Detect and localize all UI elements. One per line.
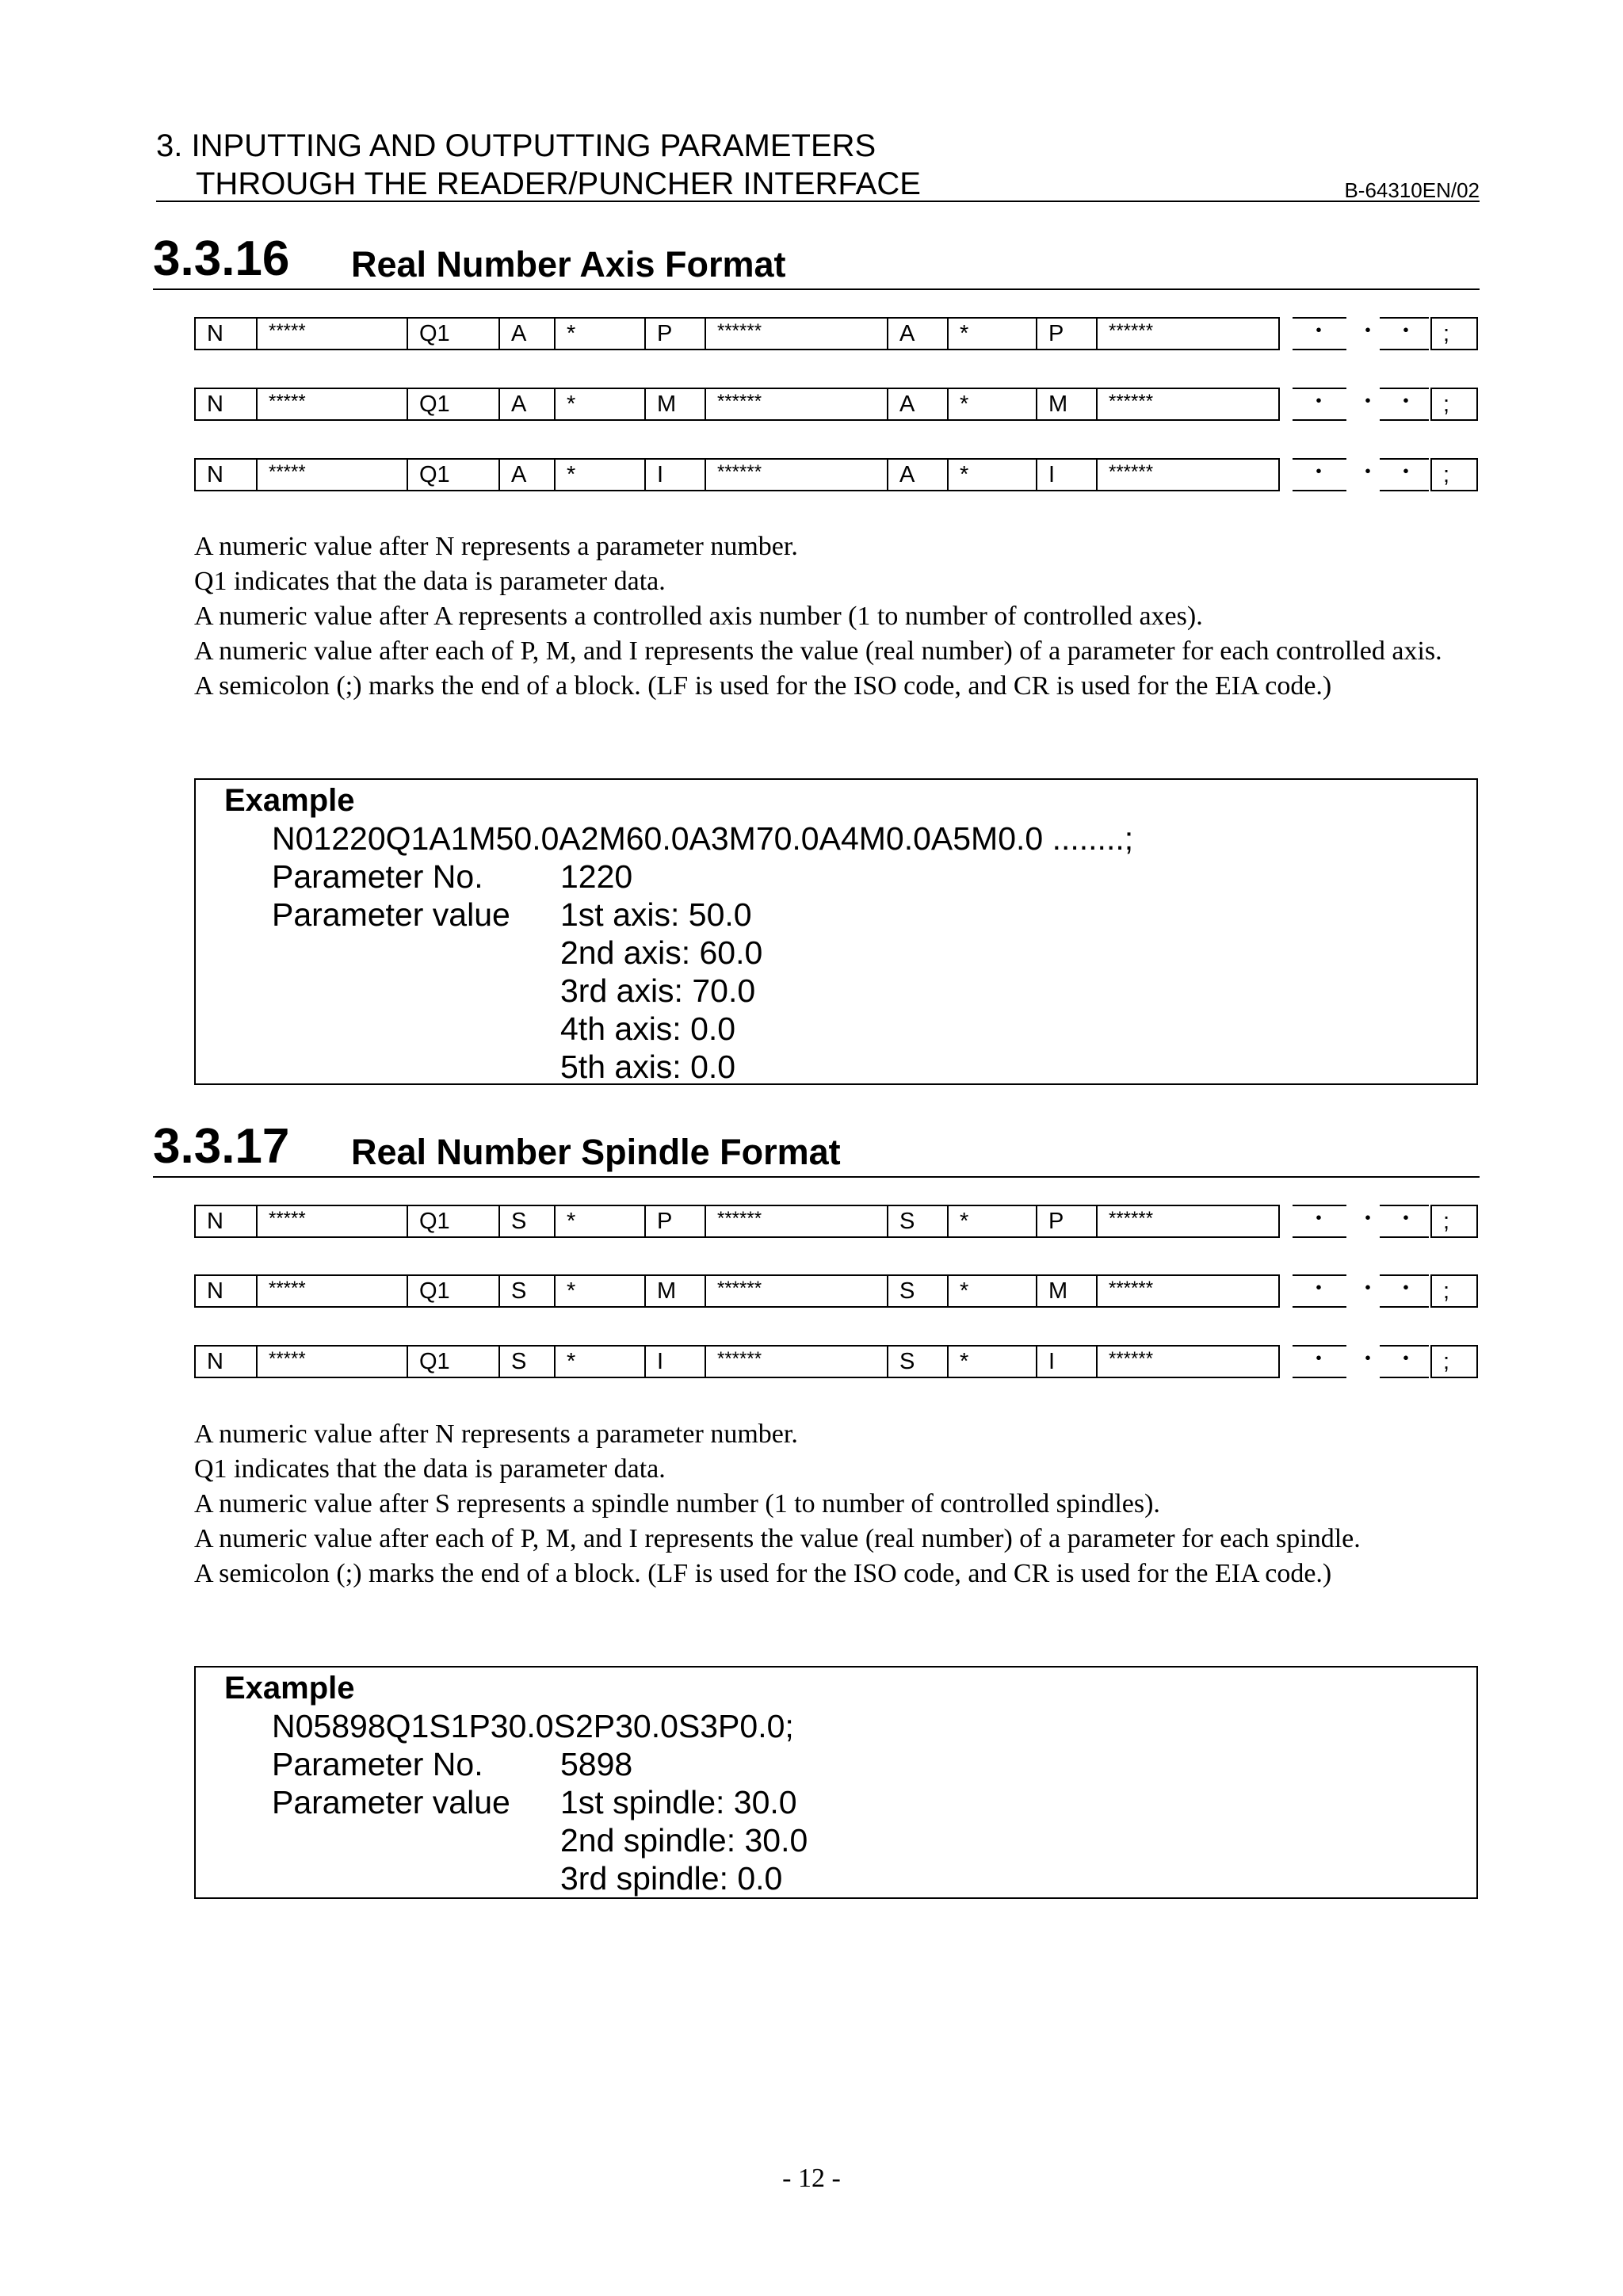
format-cell: Q1 bbox=[407, 458, 498, 491]
param-no-value: 1220 bbox=[560, 858, 633, 895]
format-dot: ・ bbox=[1356, 460, 1380, 486]
format-cell: I bbox=[644, 458, 705, 491]
format-cell: A bbox=[498, 317, 554, 350]
running-header bbox=[156, 127, 1480, 203]
format-cell: A bbox=[887, 317, 947, 350]
format-cell: ; bbox=[1430, 458, 1478, 491]
format-cell: A bbox=[498, 388, 554, 421]
format-cell: ; bbox=[1430, 317, 1478, 350]
format-cell: A bbox=[498, 458, 554, 491]
param-value: 1st axis: 50.0 bbox=[560, 896, 752, 933]
format-cell: Q1 bbox=[407, 317, 498, 350]
format-cell: N bbox=[194, 1205, 256, 1238]
format-cell: ****** bbox=[1096, 388, 1280, 421]
format-dot: ・ bbox=[1394, 389, 1418, 415]
format-cell: S bbox=[498, 1274, 554, 1308]
format-cell: * bbox=[947, 1205, 1036, 1238]
section-number: 3.3.16 bbox=[153, 231, 290, 286]
format-cell: N bbox=[194, 1274, 256, 1308]
example-title: Example bbox=[224, 783, 355, 818]
example-code: N01220Q1A1M50.0A2M60.0A3M70.0A4M0.0A5M0.0 ........; bbox=[272, 820, 1134, 857]
description-line: A numeric value after each of P, M, and I represents the value (real number) of a parameter for each spindle. bbox=[194, 1524, 1361, 1553]
format-cell: * bbox=[947, 317, 1036, 350]
format-cell: S bbox=[887, 1274, 947, 1308]
param-value: 3rd spindle: 0.0 bbox=[560, 1860, 783, 1897]
format-cell: N bbox=[194, 388, 256, 421]
format-cell: ****** bbox=[705, 1345, 887, 1378]
format-cell: P bbox=[1036, 1205, 1096, 1238]
format-dot: ・ bbox=[1394, 1347, 1418, 1373]
format-dot: ・ bbox=[1307, 319, 1331, 345]
document-id: B-64310EN/02 bbox=[1344, 178, 1480, 202]
format-cell: ****** bbox=[705, 458, 887, 491]
format-cell: * bbox=[554, 388, 644, 421]
format-cell: N bbox=[194, 458, 256, 491]
param-value-label: Parameter value bbox=[272, 1784, 510, 1820]
description-line: Q1 indicates that the data is parameter data. bbox=[194, 567, 666, 596]
format-row bbox=[194, 317, 1478, 350]
format-cell: * bbox=[554, 1274, 644, 1308]
page-number: - 12 - bbox=[782, 2164, 841, 2193]
param-value: 2nd spindle: 30.0 bbox=[560, 1822, 808, 1859]
format-cell: Q1 bbox=[407, 1274, 498, 1308]
format-cell: * bbox=[554, 1205, 644, 1238]
description-line: Q1 indicates that the data is parameter data. bbox=[194, 1454, 666, 1484]
description-line: A semicolon (;) marks the end of a block. (LF is used for the ISO code, and CR is used for the EIA code.) bbox=[194, 671, 1332, 701]
param-value: 1st spindle: 30.0 bbox=[560, 1784, 797, 1820]
format-cell: A bbox=[887, 388, 947, 421]
format-cell: I bbox=[1036, 458, 1096, 491]
format-cell: ***** bbox=[256, 1205, 407, 1238]
description-line: A numeric value after each of P, M, and I represents the value (real number) of a parameter for each controlled axis. bbox=[194, 636, 1442, 666]
format-dot: ・ bbox=[1394, 1206, 1418, 1232]
format-dot: ・ bbox=[1307, 460, 1331, 486]
format-cell: * bbox=[947, 1345, 1036, 1378]
format-cell: N bbox=[194, 317, 256, 350]
format-cell: M bbox=[644, 1274, 705, 1308]
format-cell: I bbox=[1036, 1345, 1096, 1378]
format-dot: ・ bbox=[1394, 319, 1418, 345]
format-cell: Q1 bbox=[407, 1345, 498, 1378]
format-dot: ・ bbox=[1394, 460, 1418, 486]
example-code: N05898Q1S1P30.0S2P30.0S3P0.0; bbox=[272, 1708, 794, 1744]
header-line-2: THROUGH THE READER/PUNCHER INTERFACE bbox=[196, 166, 921, 201]
format-cell: M bbox=[1036, 388, 1096, 421]
description-line: A numeric value after A represents a controlled axis number (1 to number of controlled axes). bbox=[194, 602, 1203, 631]
param-no-label: Parameter No. bbox=[272, 858, 483, 895]
format-cell: ****** bbox=[1096, 1345, 1280, 1378]
format-cell: S bbox=[498, 1205, 554, 1238]
format-cell: P bbox=[1036, 317, 1096, 350]
description-line: A numeric value after S represents a spindle number (1 to number of controlled spindles). bbox=[194, 1489, 1160, 1519]
format-cell: ****** bbox=[1096, 458, 1280, 491]
format-cell: M bbox=[1036, 1274, 1096, 1308]
format-cell: ***** bbox=[256, 388, 407, 421]
format-cell: * bbox=[554, 1345, 644, 1378]
header-rule bbox=[156, 201, 1480, 202]
section-rule bbox=[153, 1176, 1480, 1178]
param-no-value: 5898 bbox=[560, 1746, 633, 1782]
format-cell: ; bbox=[1430, 388, 1478, 421]
section-heading bbox=[153, 1119, 1480, 1178]
format-cell: * bbox=[947, 458, 1036, 491]
format-cell: A bbox=[887, 458, 947, 491]
section-title: Real Number Axis Format bbox=[351, 244, 786, 285]
format-cell: ****** bbox=[1096, 1205, 1280, 1238]
param-value: 4th axis: 0.0 bbox=[560, 1010, 736, 1047]
example-box bbox=[194, 1666, 1478, 1899]
format-cell: ***** bbox=[256, 1274, 407, 1308]
format-row bbox=[194, 1345, 1478, 1378]
example-title: Example bbox=[224, 1671, 355, 1706]
format-cell: ***** bbox=[256, 1345, 407, 1378]
format-cell: ***** bbox=[256, 317, 407, 350]
format-cell: ****** bbox=[1096, 1274, 1280, 1308]
format-cell: * bbox=[554, 458, 644, 491]
format-cell: S bbox=[887, 1345, 947, 1378]
format-cell: I bbox=[644, 1345, 705, 1378]
description bbox=[194, 529, 1479, 704]
format-row bbox=[194, 1274, 1478, 1308]
format-cell: S bbox=[887, 1205, 947, 1238]
format-cell: * bbox=[947, 388, 1036, 421]
format-cell: P bbox=[644, 1205, 705, 1238]
format-dot: ・ bbox=[1307, 1206, 1331, 1232]
section-title: Real Number Spindle Format bbox=[351, 1132, 841, 1172]
format-dot: ・ bbox=[1356, 1206, 1380, 1232]
format-cell: ****** bbox=[1096, 317, 1280, 350]
format-cell: ; bbox=[1430, 1205, 1478, 1238]
section-number: 3.3.17 bbox=[153, 1119, 290, 1174]
format-cell: S bbox=[498, 1345, 554, 1378]
format-cell: Q1 bbox=[407, 1205, 498, 1238]
format-cell: ****** bbox=[705, 1274, 887, 1308]
format-row bbox=[194, 388, 1478, 421]
format-cell: ****** bbox=[705, 1205, 887, 1238]
format-row bbox=[194, 458, 1478, 491]
format-dot: ・ bbox=[1307, 1276, 1331, 1302]
param-value-label: Parameter value bbox=[272, 896, 510, 933]
description-line: A numeric value after N represents a parameter number. bbox=[194, 1419, 798, 1449]
format-cell: N bbox=[194, 1345, 256, 1378]
header-line-1: 3. INPUTTING AND OUTPUTTING PARAMETERS bbox=[156, 128, 876, 163]
example-box bbox=[194, 778, 1478, 1085]
description-line: A numeric value after N represents a parameter number. bbox=[194, 532, 798, 561]
format-dot: ・ bbox=[1394, 1276, 1418, 1302]
description bbox=[194, 1417, 1479, 1591]
format-cell: P bbox=[644, 317, 705, 350]
format-cell: * bbox=[554, 317, 644, 350]
format-cell: ; bbox=[1430, 1345, 1478, 1378]
param-value: 5th axis: 0.0 bbox=[560, 1049, 736, 1085]
format-row bbox=[194, 1205, 1478, 1238]
format-dot: ・ bbox=[1356, 319, 1380, 345]
section-heading bbox=[153, 231, 1480, 290]
format-cell: ; bbox=[1430, 1274, 1478, 1308]
format-cell: ****** bbox=[705, 388, 887, 421]
format-dot: ・ bbox=[1307, 389, 1331, 415]
param-no-label: Parameter No. bbox=[272, 1746, 483, 1782]
format-cell: M bbox=[644, 388, 705, 421]
section-rule bbox=[153, 288, 1480, 290]
format-cell: ***** bbox=[256, 458, 407, 491]
format-cell: ****** bbox=[705, 317, 887, 350]
description-line: A semicolon (;) marks the end of a block. (LF is used for the ISO code, and CR is used for the EIA code.) bbox=[194, 1559, 1332, 1588]
format-cell: Q1 bbox=[407, 388, 498, 421]
format-dot: ・ bbox=[1307, 1347, 1331, 1373]
format-dot: ・ bbox=[1356, 1347, 1380, 1373]
param-value: 3rd axis: 70.0 bbox=[560, 972, 756, 1009]
format-dot: ・ bbox=[1356, 1276, 1380, 1302]
format-cell: * bbox=[947, 1274, 1036, 1308]
param-value: 2nd axis: 60.0 bbox=[560, 934, 763, 971]
format-dot: ・ bbox=[1356, 389, 1380, 415]
